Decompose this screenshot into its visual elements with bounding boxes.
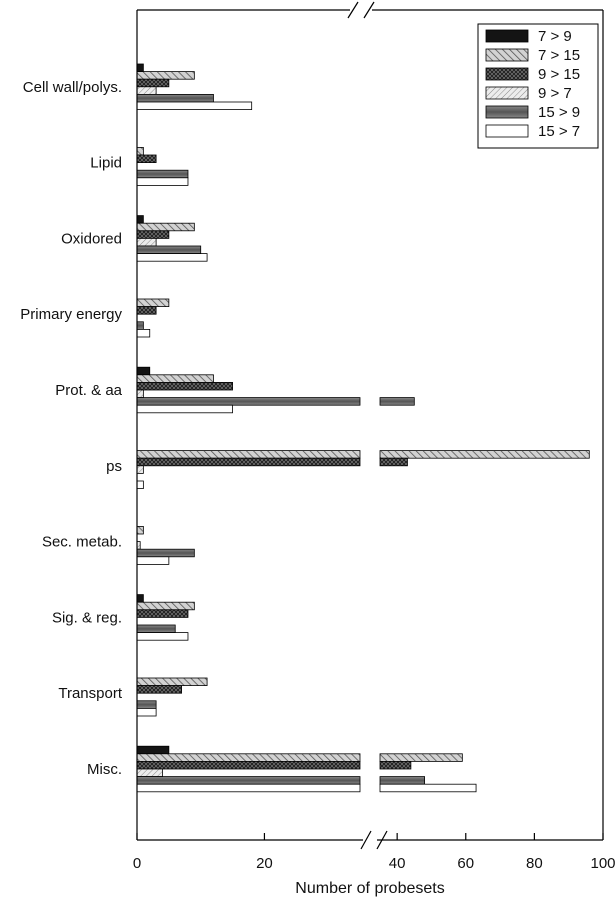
bar — [137, 784, 360, 792]
bar — [137, 307, 156, 315]
bar — [137, 458, 360, 466]
bar — [380, 784, 476, 792]
bar — [380, 777, 425, 785]
category-label: Misc. — [87, 761, 122, 778]
bar — [137, 701, 156, 709]
bar — [137, 216, 143, 224]
bar — [137, 633, 188, 641]
bar — [137, 299, 169, 307]
bar — [137, 246, 201, 254]
bar — [137, 678, 207, 686]
bar — [137, 769, 162, 777]
bar — [137, 322, 143, 330]
category-label: Sig. & reg. — [51, 609, 122, 627]
bar — [137, 405, 233, 413]
bar — [137, 238, 156, 246]
bar — [137, 686, 182, 694]
bar — [137, 526, 143, 534]
bar — [137, 761, 360, 769]
bars-layer — [137, 64, 589, 792]
bar — [137, 610, 188, 618]
bar — [137, 777, 360, 785]
legend-swatch — [486, 30, 528, 42]
bar — [137, 223, 194, 231]
legend — [478, 24, 598, 148]
category-label: ps — [106, 457, 122, 475]
bar — [137, 746, 169, 754]
bar — [380, 398, 414, 406]
bar — [137, 329, 150, 337]
x-tick-label: 80 — [526, 855, 543, 872]
bar — [137, 754, 360, 762]
bar — [137, 451, 360, 459]
x-tick-label: 20 — [256, 855, 273, 872]
bar — [137, 382, 233, 390]
bar — [137, 155, 156, 163]
legend-label: 15 > 7 — [538, 123, 581, 140]
bar — [137, 625, 175, 633]
bar — [137, 481, 143, 489]
x-tick-label: 100 — [590, 855, 616, 872]
category-label: Sec. metab. — [41, 533, 122, 551]
bar — [137, 64, 143, 72]
bar — [137, 367, 150, 375]
bar — [137, 231, 169, 239]
bar — [137, 602, 194, 610]
bar — [137, 549, 194, 557]
bar — [137, 147, 143, 155]
bar — [137, 398, 360, 406]
category-label: Primary energy — [20, 306, 122, 324]
legend-label: 15 > 9 — [538, 104, 581, 121]
legend-label: 7 > 9 — [538, 28, 572, 45]
bar — [137, 94, 213, 102]
legend-label: 9 > 7 — [538, 85, 572, 102]
bar — [137, 254, 207, 262]
legend-swatch — [486, 106, 528, 118]
x-tick-label: 60 — [457, 855, 475, 872]
bar — [137, 375, 213, 383]
legend-swatch — [486, 125, 528, 137]
category-label: Cell wall/polys. — [22, 78, 122, 96]
x-tick-label: 0 — [132, 855, 142, 872]
bar — [380, 451, 589, 459]
legend-label: 7 > 15 — [538, 47, 581, 64]
bar — [137, 102, 252, 110]
labels-layer — [20, 79, 615, 872]
category-label: Transport — [58, 685, 122, 703]
legend-swatch — [486, 87, 528, 99]
legend-label: 9 > 15 — [538, 66, 581, 83]
bar — [137, 178, 188, 186]
x-axis-title: Number of probesets — [295, 880, 445, 897]
bar — [137, 557, 169, 565]
bar — [137, 595, 143, 603]
bar — [137, 390, 143, 398]
legend-swatch — [486, 49, 528, 61]
bar — [137, 170, 188, 178]
bar — [137, 72, 194, 80]
bar — [380, 761, 411, 769]
bar — [380, 458, 407, 466]
bar — [137, 708, 156, 716]
bar — [137, 466, 143, 474]
bar — [380, 754, 462, 762]
x-tick-label: 40 — [388, 855, 406, 872]
category-label: Oxidored — [61, 230, 122, 248]
legend-swatch — [486, 68, 528, 80]
bar — [137, 87, 156, 95]
bar — [137, 79, 169, 87]
category-label: Prot. & aa — [55, 382, 122, 399]
category-label: Lipid — [90, 154, 122, 172]
